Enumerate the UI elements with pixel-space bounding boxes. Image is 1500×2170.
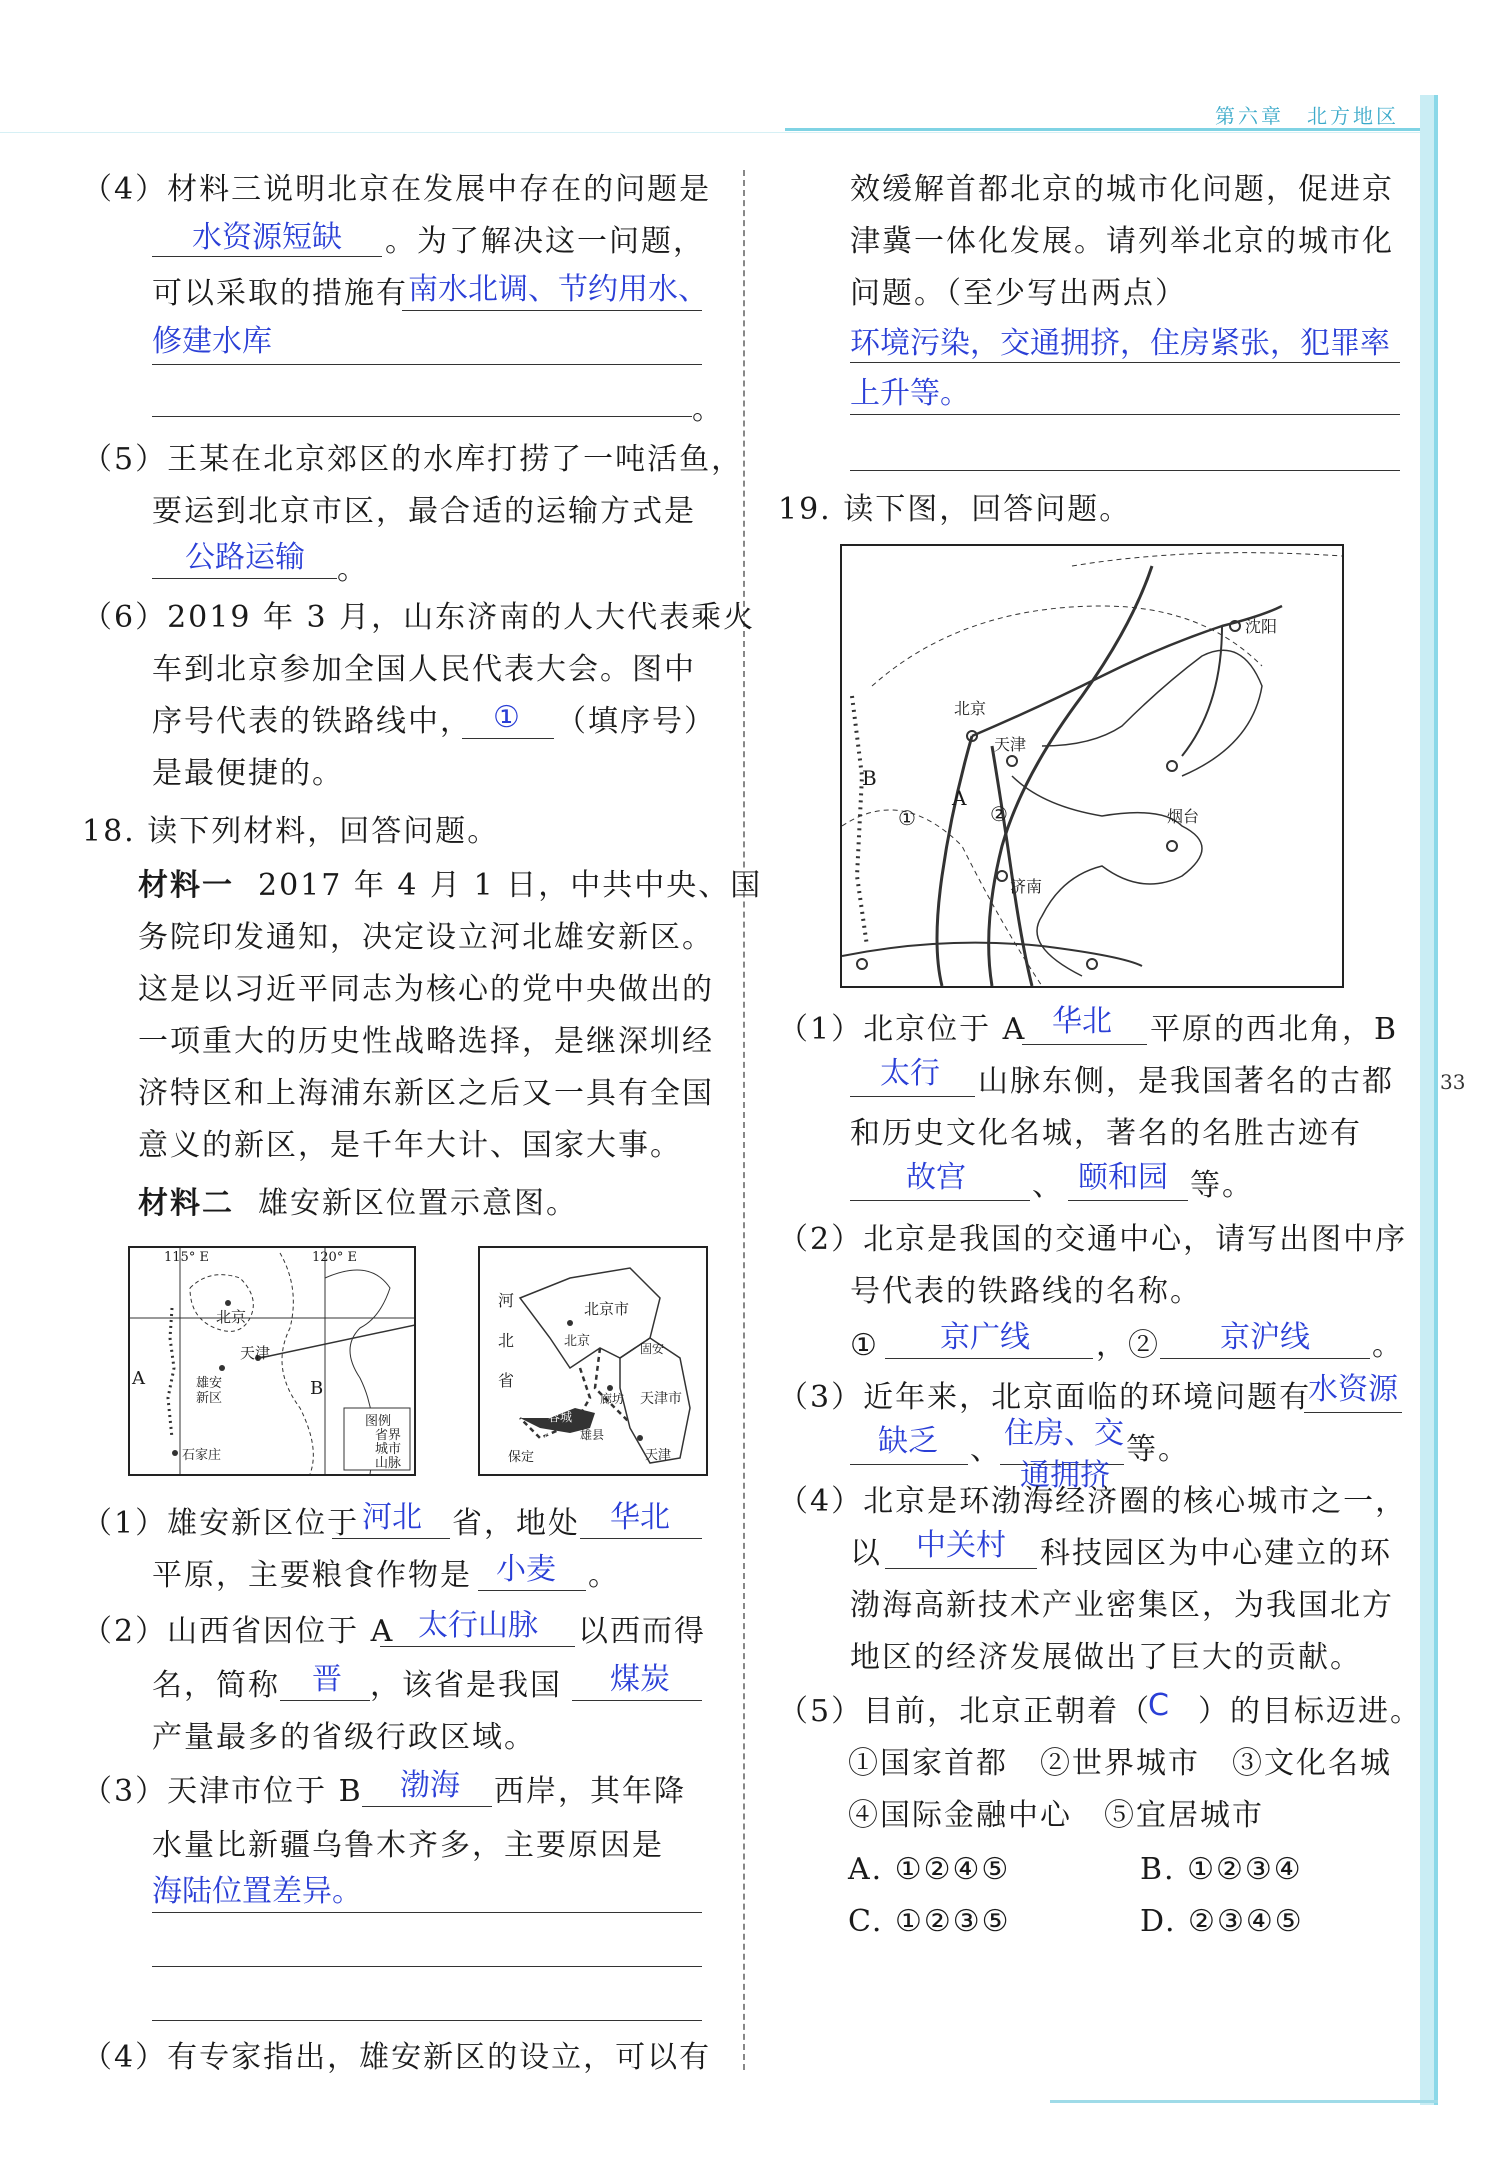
s3-line2: 水量比新疆乌鲁木齐多，主要原因是 <box>152 1828 664 1863</box>
tianjin-label: 天津 <box>994 735 1027 754</box>
province-border <box>280 1253 313 1474</box>
r2-blank1 <box>885 1358 1093 1359</box>
r2-circ1: ① <box>850 1328 879 1363</box>
q5-line1: （5）王某在北京郊区的水库打捞了一吨活鱼， <box>82 442 744 477</box>
guan-label: 固安 <box>640 1342 665 1356</box>
r2-blank2 <box>1160 1358 1370 1359</box>
jinan-label: 济南 <box>1010 877 1043 896</box>
xiongan-location-map <box>128 1246 416 1476</box>
railway-1 <box>937 736 972 986</box>
q5-answer: 公路运输 <box>185 540 305 575</box>
r2-line2: 号代表的铁路线的名称。 <box>850 1274 1202 1309</box>
zoom-arrow <box>260 1318 414 1358</box>
s2-blank1 <box>380 1646 575 1647</box>
map2-label-a: A <box>952 786 967 810</box>
q4-blank4 <box>152 416 692 417</box>
beijingshi-label: 北京市 <box>584 1300 630 1318</box>
dashed-border <box>842 810 1042 986</box>
s1-line1b: 省，地处 <box>452 1506 580 1541</box>
xiongxian-label: 雄县 <box>580 1428 605 1442</box>
q6-line2: 车到北京参加全国人民代表大会。图中 <box>152 652 696 687</box>
taihang-mountains <box>168 1308 174 1438</box>
r1-answer2: 太行 <box>880 1056 940 1091</box>
dashed-border <box>1072 553 1342 566</box>
q18-material2-text: 雄安新区位置示意图。 <box>258 1186 578 1221</box>
s4-line1: （4）有专家指出，雄安新区的设立，可以有 <box>82 2040 712 2075</box>
lon-120-label: 120° E <box>312 1250 357 1265</box>
s1-answer3: 小麦 <box>496 1552 556 1587</box>
r5-line1b: ）的目标迈进。 <box>1198 1694 1422 1729</box>
chapter-header: 第六章 北方地区 <box>1215 104 1399 128</box>
r1-blank3 <box>850 1200 1030 1201</box>
beijing-dot <box>567 1320 573 1326</box>
r1-blank2 <box>850 1096 975 1097</box>
r1-line3: 和历史文化名城，著名的名胜古迹有 <box>850 1116 1362 1151</box>
rongcheng-label: 容城 <box>548 1410 573 1424</box>
city-dot <box>857 959 867 969</box>
r1-blank1 <box>1022 1044 1147 1045</box>
s1-blank3 <box>478 1590 586 1591</box>
r3-answer2: 缺乏 <box>878 1424 938 1459</box>
r2-answer1: 京广线 <box>940 1320 1030 1355</box>
label-a: A <box>132 1368 145 1389</box>
r3-answer1: 水资源 <box>1308 1372 1398 1407</box>
r3-blank1 <box>1304 1412 1402 1413</box>
cont-answer1: 环境污染，交通拥挤，住房紧张，犯罪率 <box>850 326 1390 361</box>
railway <box>989 566 1152 986</box>
r5-option-d: D. ②③④⑤ <box>1140 1904 1304 1939</box>
r5-line1a: （5）目前，北京正朝着（ <box>778 1694 1152 1729</box>
beijing-label: 北京 <box>216 1308 247 1326</box>
s1-answer1: 河北 <box>362 1500 422 1535</box>
page-number: 33 <box>1440 1070 1466 1094</box>
q6-line4: 是最便捷的。 <box>152 756 344 791</box>
r4-line2a: 以 <box>850 1536 882 1571</box>
rail-line <box>595 1348 630 1423</box>
s1-line2b: 。 <box>588 1558 620 1593</box>
right-margin-bar-edge <box>1434 95 1438 2105</box>
legend-border: 省界 <box>375 1428 402 1443</box>
s3-answer1: 渤海 <box>400 1768 460 1803</box>
s3-line1b: 西岸，其年降 <box>494 1774 686 1809</box>
s2-line1a: （2）山西省因位于 A <box>82 1614 395 1649</box>
label-b: B <box>310 1378 324 1399</box>
q5-end: 。 <box>337 552 369 587</box>
r4-line1: （4）北京是环渤海经济圈的核心城市之一， <box>778 1484 1408 1519</box>
cont-line2: 津冀一体化发展。请列举北京的城市化 <box>850 224 1394 259</box>
q18-title: 18. 读下列材料，回答问题。 <box>82 814 500 849</box>
xiongan-map-svg <box>130 1248 414 1474</box>
r3-line1: （3）近年来，北京面临的环境问题有 <box>778 1380 1312 1415</box>
q4-blank3 <box>152 364 702 365</box>
xiongan-dot <box>219 1365 225 1371</box>
tianjin2-label: 天津 <box>645 1448 672 1463</box>
beijing2-label: 北京 <box>564 1334 591 1349</box>
s2-line2b: ，该省是我国 <box>370 1668 562 1703</box>
s3-blank1 <box>362 1806 492 1807</box>
map2-label-2: ② <box>990 802 1008 826</box>
r5-option-c: C. ①②③⑤ <box>848 1904 1011 1939</box>
r4-line2b: 科技园区为中心建立的环 <box>1040 1536 1392 1571</box>
s2-blank3 <box>572 1700 702 1701</box>
r2-answer2: 京沪线 <box>1220 1320 1310 1355</box>
q4-line1: （4）材料三说明北京在发展中存在的问题是 <box>82 172 712 207</box>
s3-blank4 <box>152 2020 702 2021</box>
north-china-map <box>840 544 1344 988</box>
s3-blank2 <box>152 1912 702 1913</box>
s3-blank3 <box>152 1966 702 1967</box>
s1-line2a: 平原，主要粮食作物是 <box>152 1558 472 1593</box>
right-margin-bar <box>1420 95 1434 2105</box>
he-label: 河 <box>498 1291 515 1310</box>
yantai-dot <box>1167 841 1177 851</box>
r1-answer1: 华北 <box>1052 1004 1112 1039</box>
r2-line1: （2）北京是我国的交通中心，请写出图中序 <box>778 1222 1408 1257</box>
r1-answer3: 故宫 <box>906 1160 966 1195</box>
r3-answer3b: 通拥挤 <box>1020 1458 1110 1493</box>
taihang-mountains <box>852 696 867 946</box>
q6-line3a: 序号代表的铁路线中， <box>152 704 472 739</box>
r3-sep: 、 <box>970 1432 1002 1467</box>
q18-material1-line1: 2017 年 4 月 1 日，中共中央、国 <box>258 868 763 903</box>
q18-material1-line5: 济特区和上海浦东新区之后又一具有全国 <box>138 1076 714 1111</box>
anxin-label: 安新 <box>544 1432 569 1446</box>
legend-title: 图例 <box>365 1414 392 1429</box>
dalian-dot <box>1167 761 1177 771</box>
coastline <box>1042 650 1262 776</box>
r3-answer3a: 住房、交 <box>1004 1416 1124 1451</box>
legend-city: 城市 <box>375 1442 402 1457</box>
r3-blank2 <box>850 1464 968 1465</box>
r5-option-a: A. ①②④⑤ <box>848 1852 1011 1887</box>
xiongan-detail-map <box>478 1246 708 1476</box>
city-dot <box>1087 959 1097 969</box>
sheng-label: 省 <box>498 1371 515 1390</box>
tianjin-dot <box>637 1435 643 1441</box>
s3-answer2: 海陆位置差异。 <box>152 1874 362 1909</box>
s1-blank1 <box>332 1538 450 1539</box>
q18-material1-label: 材料一 <box>138 868 234 903</box>
q4-answer2b: 修建水库 <box>152 324 272 359</box>
r1-line4: 等。 <box>1190 1168 1254 1203</box>
r1-line1a: （1）北京位于 A <box>778 1012 1027 1047</box>
q4-line2: 。为了解决这一问题， <box>385 224 705 259</box>
map2-label-1: ① <box>898 806 916 830</box>
q4-blank2 <box>402 310 702 311</box>
r4-line3: 渤海高新技术产业密集区，为我国北方 <box>850 1588 1394 1623</box>
shijiazhuang-dot <box>172 1450 178 1456</box>
q18-material1-line6: 意义的新区，是千年大计、国家大事。 <box>138 1128 682 1163</box>
dashed-border <box>872 606 1262 686</box>
s1-line1a: （1）雄安新区位于 <box>82 1506 360 1541</box>
q4-line3: 可以采取的措施有 <box>152 276 408 311</box>
q18-material2-label: 材料二 <box>138 1186 234 1221</box>
r1-line2: 山脉东侧，是我国著名的古都 <box>978 1064 1394 1099</box>
s2-answer3: 煤炭 <box>610 1662 670 1697</box>
beijing-label: 北京 <box>954 699 987 718</box>
r1-sep: 、 <box>1032 1168 1064 1203</box>
r4-blank <box>885 1568 1037 1569</box>
q6-line3b: （填序号） <box>556 704 716 739</box>
shenyang-label: 沈阳 <box>1245 617 1278 636</box>
q4-blank1 <box>152 256 382 257</box>
lon-115-label: 115° E <box>164 1250 209 1265</box>
r5-line2: ①国家首都 ②世界城市 ③文化名城 <box>848 1746 1392 1781</box>
r4-answer: 中关村 <box>916 1528 1006 1563</box>
bottom-rule <box>1050 2100 1438 2103</box>
tianjin-dot <box>1007 756 1017 766</box>
tianjin-label: 天津 <box>240 1344 271 1362</box>
cont-line3: 问题。（至少写出两点） <box>850 276 1187 311</box>
railway <box>1182 626 1222 756</box>
legend-mountain: 山脉 <box>375 1456 402 1471</box>
s3-line1a: （3）天津市位于 B <box>82 1774 363 1809</box>
r1-blank4 <box>1068 1200 1188 1201</box>
s1-answer2: 华北 <box>610 1500 670 1535</box>
r3-end: 等。 <box>1126 1432 1190 1467</box>
cont-blank2 <box>850 414 1400 415</box>
r2-circ2: ，② <box>1096 1328 1160 1363</box>
header-rule-light <box>0 132 1425 133</box>
cont-blank1 <box>850 362 1400 363</box>
s2-blank2 <box>280 1700 370 1701</box>
xiongan-label: 雄安新区 <box>196 1376 223 1406</box>
q18-material1-line4: 一项重大的历史性战略选择，是继深圳经 <box>138 1024 714 1059</box>
q5-line2: 要运到北京市区，最合适的运输方式是 <box>152 494 696 529</box>
cont-blank3 <box>850 470 1400 471</box>
s2-answer1: 太行山脉 <box>418 1608 538 1643</box>
cont-line1: 效缓解首都北京的城市化问题，促进京 <box>850 172 1394 207</box>
q5-blank <box>152 578 337 579</box>
r1-answer4: 颐和园 <box>1078 1160 1168 1195</box>
r5-line3: ④国际金融中心 ⑤宜居城市 <box>848 1798 1264 1833</box>
jinan-dot <box>997 871 1007 881</box>
s2-answer2: 晋 <box>312 1662 342 1697</box>
langfang-label: 廊坊 <box>600 1392 625 1406</box>
north-china-svg <box>842 546 1342 986</box>
r1-line1b: 平原的西北角，B <box>1150 1012 1399 1047</box>
shijiazhuang-label: 石家庄 <box>182 1448 222 1463</box>
bei-label: 北 <box>498 1331 515 1350</box>
column-divider <box>743 170 745 2070</box>
baoding-label: 保定 <box>508 1450 535 1465</box>
q18-material1-line2: 务院印发通知，决定设立河北雄安新区。 <box>138 920 714 955</box>
s2-line2a: 名，简称 <box>152 1668 280 1703</box>
s2-line3: 产量最多的省级行政区域。 <box>152 1720 536 1755</box>
map2-label-b: B <box>862 766 877 790</box>
q4-end: 。 <box>692 392 724 427</box>
r4-line4: 地区的经济发展做出了巨大的贡献。 <box>850 1640 1362 1675</box>
r5-answer: C <box>1148 1688 1169 1723</box>
q6-line1: （6）2019 年 3 月，山东济南的人大代表乘火 <box>82 600 756 635</box>
s1-blank2 <box>580 1538 702 1539</box>
cont-answer2: 上升等。 <box>850 376 970 411</box>
r2-end: 。 <box>1372 1328 1404 1363</box>
yantai-label: 烟台 <box>1167 807 1200 826</box>
q19-title: 19. 读下图，回答问题。 <box>778 492 1132 527</box>
q4-answer2a: 南水北调、节约用水、 <box>408 272 708 307</box>
q6-blank <box>462 738 554 739</box>
q6-answer: ① <box>493 700 520 735</box>
s2-line1b: 以西而得 <box>578 1614 706 1649</box>
q18-material1-line3: 这是以习近平同志为核心的党中央做出的 <box>138 972 714 1007</box>
q4-answer1: 水资源短缺 <box>192 220 342 255</box>
tianjinshi-label: 天津市 <box>640 1391 682 1407</box>
r5-option-b: B. ①②③④ <box>1140 1852 1303 1887</box>
